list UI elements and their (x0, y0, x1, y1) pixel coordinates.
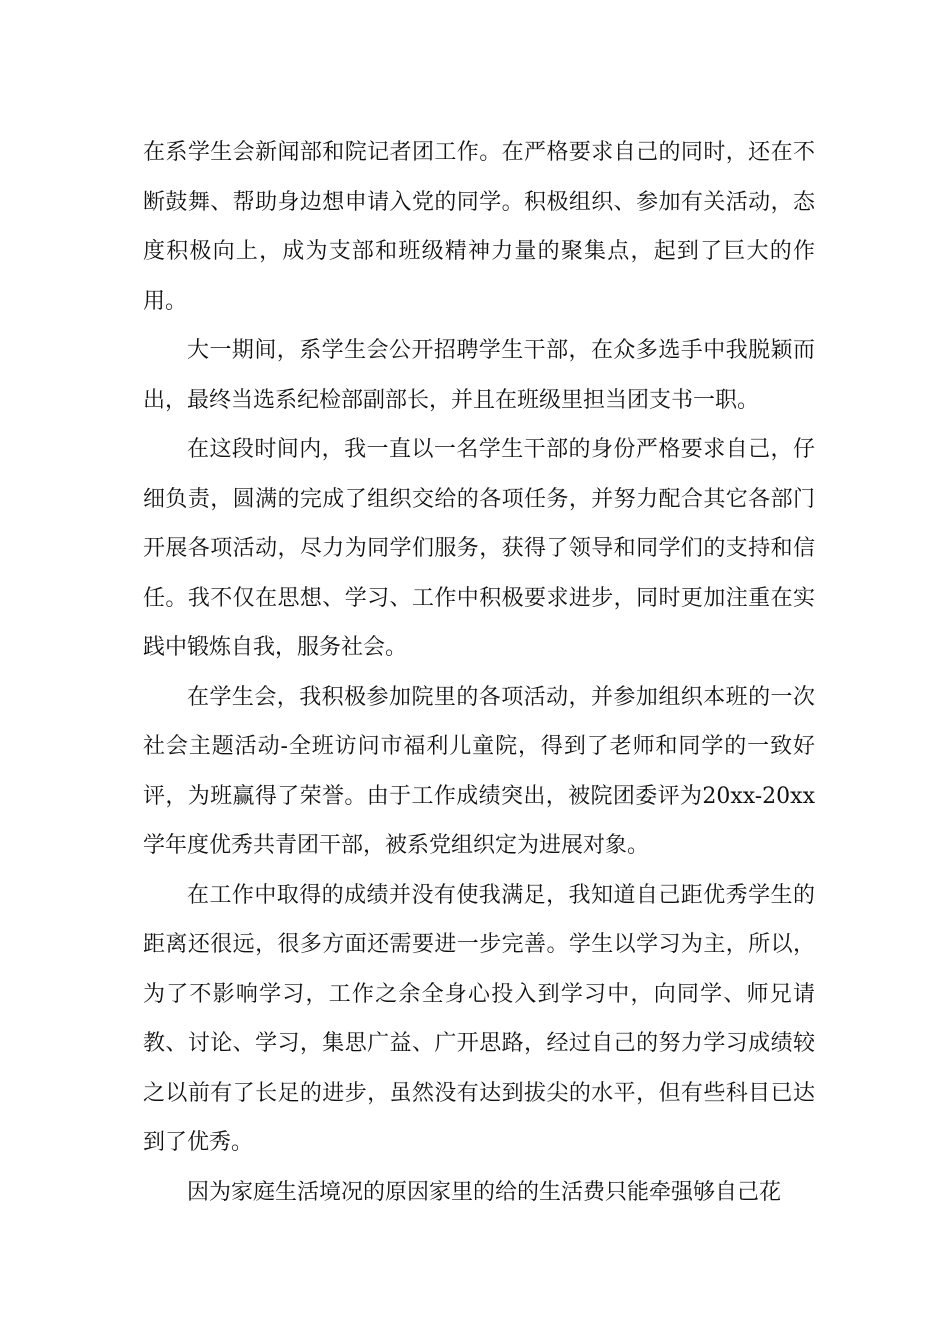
paragraph: 因为家庭生活境况的原因家里的给的生活费只能牵强够自己花 (187, 1179, 782, 1205)
paragraph: 大一期间，系学生会公开招聘学生干部，在众多选手中我脱颖而出，最终当选系纪检部副部长，并且在班级里担当团支书一职。 (143, 338, 815, 413)
paragraph: 在系学生会新闻部和院记者团工作。在严格要求自己的同时，还在不断鼓舞、帮助身边想申请入党的同学。积极组织、参加有关活动，态度积极向上，成为支部和班级精神力量的聚集点，起到了巨大的作用。 (143, 140, 815, 314)
paragraph: 在学生会，我积极参加院里的各项活动，并参加组织本班的一次社会主题活动-全班访问市福利儿童院，得到了老师和同学的一致好评，为班赢得了荣誉。由于工作成绩突出，被院团委评为20xx-20xx学年度优秀共青团干部，被系党组织定为进展对象。 (143, 684, 815, 858)
paragraph: 在工作中取得的成绩并没有使我满足，我知道自己距优秀学生的距离还很远，很多方面还需要进一步完善。学生以学习为主，所以，为了不影响学习，工作之余全身心投入到学习中，向同学、师兄请教、讨论、学习，集思广益、广开思路，经过自己的努力学习成绩较之以前有了长足的进步，虽然没有达到拔尖的水平，但有些科目已达到了优秀。 (143, 882, 815, 1155)
document-body (143, 128, 815, 1217)
paragraph: 在这段时间内，我一直以一名学生干部的身份严格要求自己，仔细负责，圆满的完成了组织交给的各项任务，并努力配合其它各部门开展各项活动，尽力为同学们服务，获得了领导和同学们的支持和信任。我不仅在思想、学习、工作中积极要求进步，同时更加注重在实践中锻炼自我，服务社会。 (143, 437, 815, 660)
